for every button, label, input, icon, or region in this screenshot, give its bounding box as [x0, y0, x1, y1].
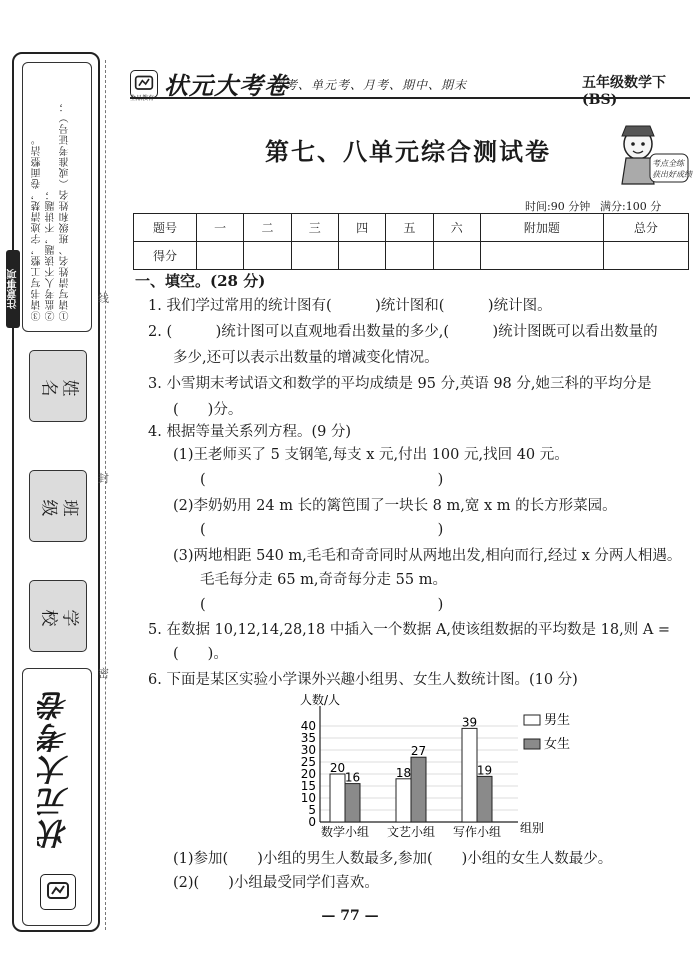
cut-line — [105, 60, 106, 930]
notes-box — [22, 62, 92, 332]
table-header-cell: 总分 — [603, 214, 688, 242]
question-6-2: (2)( )小组最受同学们喜欢。 — [173, 875, 379, 891]
bar — [330, 774, 345, 822]
data-label: 19 — [476, 763, 493, 778]
score-cell[interactable] — [291, 242, 338, 270]
header-rule — [130, 97, 690, 99]
cut-mark-seal: 封 — [98, 472, 109, 485]
grade-label: 五年级数学下(BS) — [582, 75, 666, 108]
legend-label: 男生 — [544, 713, 571, 728]
mascot-illustration — [610, 118, 690, 192]
score-cell[interactable] — [386, 242, 433, 270]
bar — [477, 776, 492, 822]
mascot-slogan — [652, 158, 692, 180]
question-2-line-2: 多少,还可以表示出数量的增减变化情况。 — [173, 350, 439, 366]
question-3-line-1: 3. 小雪期末考试语文和数学的平均成绩是 95 分,英语 98 分,她三科的平均分是 — [148, 376, 652, 392]
name-field[interactable] — [29, 350, 87, 422]
answer-blank-4-1[interactable]: ( ) — [200, 472, 444, 488]
answer-blank-4-3[interactable]: ( ) — [200, 597, 444, 613]
score-cell[interactable] — [197, 242, 244, 270]
table-header-cell: 题号 — [134, 214, 197, 242]
bar — [462, 728, 477, 822]
side-brand-text: 状元大考卷 — [39, 689, 74, 849]
data-label: 16 — [344, 770, 361, 785]
legend-swatch — [524, 715, 540, 725]
table-header-cell: 三 — [291, 214, 338, 242]
question-1: 1. 我们学过常用的统计图有( )统计图和( )统计图。 — [148, 298, 552, 314]
data-label: 39 — [461, 715, 478, 730]
question-3-line-2: ( )分。 — [173, 402, 243, 418]
table-header-cell: 一 — [197, 214, 244, 242]
y-tick-label: 35 — [300, 731, 316, 745]
bar-chart — [268, 692, 588, 842]
table-header-cell: 二 — [244, 214, 291, 242]
note-1: ①请写清姓名、班级和姓名（或准考证号）； — [60, 101, 71, 321]
score-cell[interactable] — [603, 242, 688, 270]
legend-label: 女生 — [544, 737, 571, 752]
table-header-cell: 六 — [433, 214, 480, 242]
question-6: 6. 下面是某区实验小学课外兴趣小组男、女生人数统计图。(10 分) — [148, 672, 578, 688]
note-3: ③请书写工整，字迹清楚，卷面整洁。 — [32, 134, 43, 321]
score-cell[interactable] — [244, 242, 291, 270]
cut-mark-secret: 密 — [98, 667, 109, 680]
category-label: 写作小组 — [452, 825, 502, 839]
exam-series: 周考、单元考、月考、期中、期末 — [272, 78, 468, 92]
header-brand-sub: 全品教育 — [130, 95, 155, 102]
y-tick-label: 0 — [308, 815, 316, 829]
question-4-3-line-1: (3)两地相距 540 m,毛毛和奇奇同时从两地出发,相向而行,经过 x 分两人相遇。 — [173, 548, 682, 564]
name-label: 姓名 — [37, 375, 79, 396]
score-table — [133, 213, 689, 270]
mascot-text-1: 考点全练 — [652, 159, 684, 168]
data-label: 20 — [329, 761, 346, 775]
score-cell[interactable] — [338, 242, 385, 270]
question-4: 4. 根据等量关系列方程。(9 分) — [148, 424, 352, 440]
question-6-1: (1)参加( )小组的男生人数最多,参加( )小组的女生人数最少。 — [173, 851, 613, 867]
y-tick-label: 15 — [300, 779, 316, 793]
school-label: 学校 — [37, 605, 79, 626]
question-2-line-1: 2. ( )统计图可以直观地看出数量的多少,( )统计图既可以看出数量的 — [148, 324, 658, 340]
y-tick-label: 20 — [300, 767, 316, 781]
question-4-2: (2)李奶奶用 24 m 长的篱笆围了一块长 8 m,宽 x m 的长方形菜园。 — [173, 498, 617, 514]
section-title: 一、填空。(28 分) — [135, 272, 266, 290]
data-label: 27 — [410, 744, 427, 759]
y-tick-label: 25 — [300, 755, 316, 769]
page-number: — 77 — — [321, 908, 379, 924]
y-axis-label: 人数/人 — [300, 693, 341, 707]
score-table-header-row — [134, 214, 689, 242]
data-label: 18 — [395, 765, 412, 780]
question-4-3-line-2: 毛毛每分走 65 m,奇奇每分走 55 m。 — [200, 572, 447, 588]
legend-swatch — [524, 739, 540, 749]
question-5-line-2: ( )。 — [173, 646, 228, 662]
side-brand-logo — [33, 679, 81, 859]
y-tick-label: 5 — [308, 803, 316, 817]
mascot-text-2: 获出好成绩 — [652, 170, 692, 179]
bar — [396, 779, 411, 822]
score-row-label: 得分 — [134, 242, 197, 270]
x-axis-label: 组别 — [520, 821, 545, 835]
question-4-1: (1)王老师买了 5 支钢笔,每支 x 元,付出 100 元,找回 40 元。 — [173, 447, 569, 463]
category-label: 数学小组 — [320, 825, 370, 839]
score-table-row — [134, 242, 689, 270]
cut-mark-line: 线 — [98, 292, 109, 305]
score-cell[interactable] — [433, 242, 480, 270]
side-logo-box — [22, 668, 92, 926]
bar — [411, 757, 426, 822]
question-5-line-1: 5. 在数据 10,12,14,28,18 中插入一个数据 A,使该组数据的平均数是 18,则 A = — [148, 622, 671, 638]
notes-title: 注意事项 — [6, 250, 20, 328]
publisher-logo-icon — [40, 874, 76, 910]
school-field[interactable] — [29, 580, 87, 652]
score-cell[interactable] — [480, 242, 603, 270]
bar — [345, 784, 360, 822]
class-field[interactable] — [29, 470, 87, 542]
exam-time: 时间:90 分钟 — [525, 200, 591, 213]
table-header-cell: 四 — [338, 214, 385, 242]
header-brand: 状元大考卷 — [164, 71, 289, 100]
page-title: 第七、八单元综合测试卷 — [265, 137, 551, 166]
y-tick-label: 40 — [300, 719, 316, 733]
note-2: ②监考人不读题，不讲题； — [46, 189, 57, 321]
y-tick-label: 30 — [300, 743, 316, 757]
table-header-cell: 五 — [386, 214, 433, 242]
y-tick-label: 10 — [300, 791, 316, 805]
category-label: 文艺小组 — [386, 825, 436, 839]
class-label: 班级 — [37, 495, 79, 516]
answer-blank-4-2[interactable]: ( ) — [200, 522, 444, 538]
chart-legend — [524, 712, 570, 752]
full-score: 满分:100 分 — [600, 200, 662, 213]
table-header-cell: 附加题 — [480, 214, 603, 242]
